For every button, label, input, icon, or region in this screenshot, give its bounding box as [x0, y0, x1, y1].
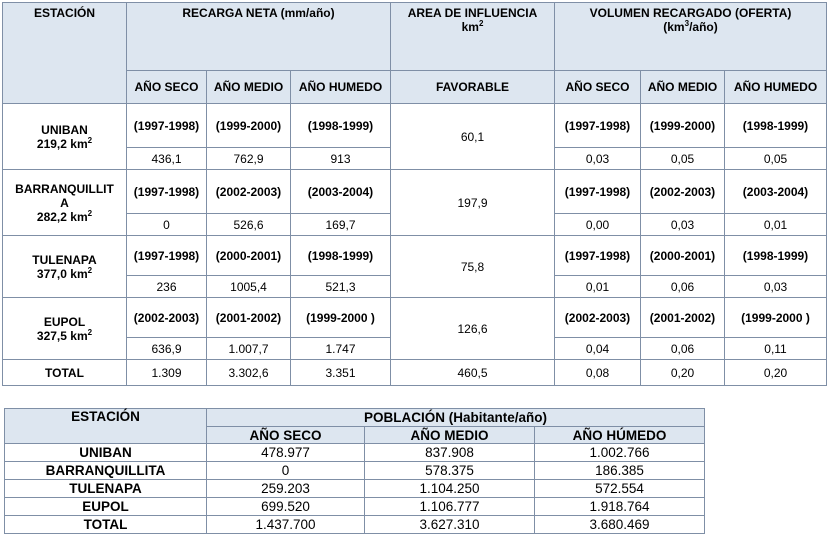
- value-cell: 0,03: [641, 214, 725, 236]
- value-cell: 478.977: [207, 444, 365, 462]
- station-cell: UNIBAN 219,2 $km^2$: [3, 104, 127, 170]
- header-estacion: ESTACIÓN: [3, 3, 127, 104]
- subheader-row: [3, 71, 827, 104]
- period-cell: (2000-2001): [207, 236, 291, 276]
- value-cell: 1005,4: [207, 276, 291, 298]
- value-cell: 0: [127, 214, 207, 236]
- value-cell: 1.747: [291, 338, 391, 360]
- period-cell: (2001-2002): [641, 298, 725, 338]
- period-cell: (2002-2003): [127, 298, 207, 338]
- period-cell: (1997-1998): [555, 236, 641, 276]
- station-cell: TULENAPA 377,0 $km^2$: [3, 236, 127, 298]
- period-cell: (1998-1999): [725, 104, 827, 148]
- subheader-medio: AÑO MEDIO: [365, 427, 535, 444]
- table-row: [5, 462, 705, 480]
- value-cell: 3.302,6: [207, 360, 291, 386]
- value-cell: 0,01: [725, 214, 827, 236]
- total-row: [5, 516, 705, 534]
- value-cell: 186.385: [535, 462, 705, 480]
- period-cell: (2001-2002): [207, 298, 291, 338]
- subheader-volumen-seco: AÑO SECO: [555, 71, 641, 104]
- value-cell: 0,05: [725, 148, 827, 170]
- favorable-cell: 60,1: [391, 104, 555, 170]
- period-cell: (1999-2000): [207, 104, 291, 148]
- favorable-cell: 197,9: [391, 170, 555, 236]
- value-cell: 0,05: [641, 148, 725, 170]
- subheader-recarga-medio: AÑO MEDIO: [207, 71, 291, 104]
- period-cell: (1999-2000): [641, 104, 725, 148]
- value-cell: 1.918.764: [535, 498, 705, 516]
- favorable-cell: 460,5: [391, 360, 555, 386]
- period-cell: (2002-2003): [641, 170, 725, 214]
- value-cell: 1.437.700: [207, 516, 365, 534]
- header-recarga-neta: RECARGA NETA (mm/año): [127, 3, 391, 71]
- value-cell: 913: [291, 148, 391, 170]
- subheader-seco: AÑO SECO: [207, 427, 365, 444]
- total-label: TOTAL: [3, 360, 127, 386]
- period-cell: (1997-1998): [555, 170, 641, 214]
- subheader-favorable: FAVORABLE: [391, 71, 555, 104]
- subheader-recarga-seco: AÑO SECO: [127, 71, 207, 104]
- value-cell: 3.351: [291, 360, 391, 386]
- value-cell: 521,3: [291, 276, 391, 298]
- table-row: [3, 170, 827, 214]
- table-row: [5, 444, 705, 462]
- total-label: TOTAL: [5, 516, 207, 534]
- value-cell: 526,6: [207, 214, 291, 236]
- table-row: [5, 498, 705, 516]
- value-cell: 572.554: [535, 480, 705, 498]
- period-cell: (1997-1998): [127, 104, 207, 148]
- period-cell: (2000-2001): [641, 236, 725, 276]
- total-row: [3, 360, 827, 386]
- value-cell: 259.203: [207, 480, 365, 498]
- value-cell: 0,20: [725, 360, 827, 386]
- recarga-table: [2, 2, 827, 386]
- value-cell: 0,03: [725, 276, 827, 298]
- value-cell: 1.104.250: [365, 480, 535, 498]
- period-cell: (2003-2004): [291, 170, 391, 214]
- value-cell: 0,00: [555, 214, 641, 236]
- value-cell: 0,06: [641, 276, 725, 298]
- value-cell: 762,9: [207, 148, 291, 170]
- value-cell: 236: [127, 276, 207, 298]
- subheader-volumen-medio: AÑO MEDIO: [641, 71, 725, 104]
- subheader-volumen-humedo: AÑO HUMEDO: [725, 71, 827, 104]
- subheader-recarga-humedo: AÑO HUMEDO: [291, 71, 391, 104]
- period-cell: (1998-1999): [291, 236, 391, 276]
- table-row: [3, 236, 827, 276]
- station-cell: UNIBAN: [5, 444, 207, 462]
- header-estacion: ESTACIÓN: [5, 409, 207, 444]
- value-cell: 436,1: [127, 148, 207, 170]
- value-cell: 0,04: [555, 338, 641, 360]
- period-cell: (2002-2003): [207, 170, 291, 214]
- value-cell: 1.002.766: [535, 444, 705, 462]
- value-cell: 1.007,7: [207, 338, 291, 360]
- station-cell: BARRANQUILLITA 282,2 $km^2$: [3, 170, 127, 236]
- value-cell: 1.106.777: [365, 498, 535, 516]
- value-cell: 636,9: [127, 338, 207, 360]
- station-cell: EUPOL 327,5 $km^2$: [3, 298, 127, 360]
- favorable-cell: 75,8: [391, 236, 555, 298]
- station-cell: EUPOL: [5, 498, 207, 516]
- header-volumen-recargado: VOLUMEN RECARGADO (OFERTA) $(km^3/año)$: [555, 3, 827, 71]
- station-cell: BARRANQUILLITA: [5, 462, 207, 480]
- value-cell: 699.520: [207, 498, 365, 516]
- poblacion-table: [4, 408, 705, 534]
- value-cell: 3.680.469: [535, 516, 705, 534]
- period-cell: (1997-1998): [555, 104, 641, 148]
- value-cell: 0,20: [641, 360, 725, 386]
- table-row: [3, 104, 827, 148]
- header-area-influencia: AREA DE INFLUENCIA $km^2$: [391, 3, 555, 71]
- value-cell: 3.627.310: [365, 516, 535, 534]
- station-cell: TULENAPA: [5, 480, 207, 498]
- table-row: [5, 480, 705, 498]
- favorable-cell: 126,6: [391, 298, 555, 360]
- table-row: [3, 298, 827, 338]
- value-cell: 0,11: [725, 338, 827, 360]
- value-cell: 169,7: [291, 214, 391, 236]
- value-cell: 0: [207, 462, 365, 480]
- period-cell: (1999-2000 ): [291, 298, 391, 338]
- period-cell: (1999-2000 ): [725, 298, 827, 338]
- value-cell: 837.908: [365, 444, 535, 462]
- period-cell: (1998-1999): [725, 236, 827, 276]
- value-cell: 0,08: [555, 360, 641, 386]
- value-cell: 1.309: [127, 360, 207, 386]
- period-cell: (1997-1998): [127, 170, 207, 214]
- value-cell: 0,06: [641, 338, 725, 360]
- value-cell: 0,03: [555, 148, 641, 170]
- header-poblacion: POBLACIÓN (Habitante/año): [207, 409, 705, 427]
- period-cell: (2002-2003): [555, 298, 641, 338]
- period-cell: (1998-1999): [291, 104, 391, 148]
- period-cell: (1997-1998): [127, 236, 207, 276]
- subheader-humedo: AÑO HÚMEDO: [535, 427, 705, 444]
- value-cell: 0,01: [555, 276, 641, 298]
- value-cell: 578.375: [365, 462, 535, 480]
- period-cell: (2003-2004): [725, 170, 827, 214]
